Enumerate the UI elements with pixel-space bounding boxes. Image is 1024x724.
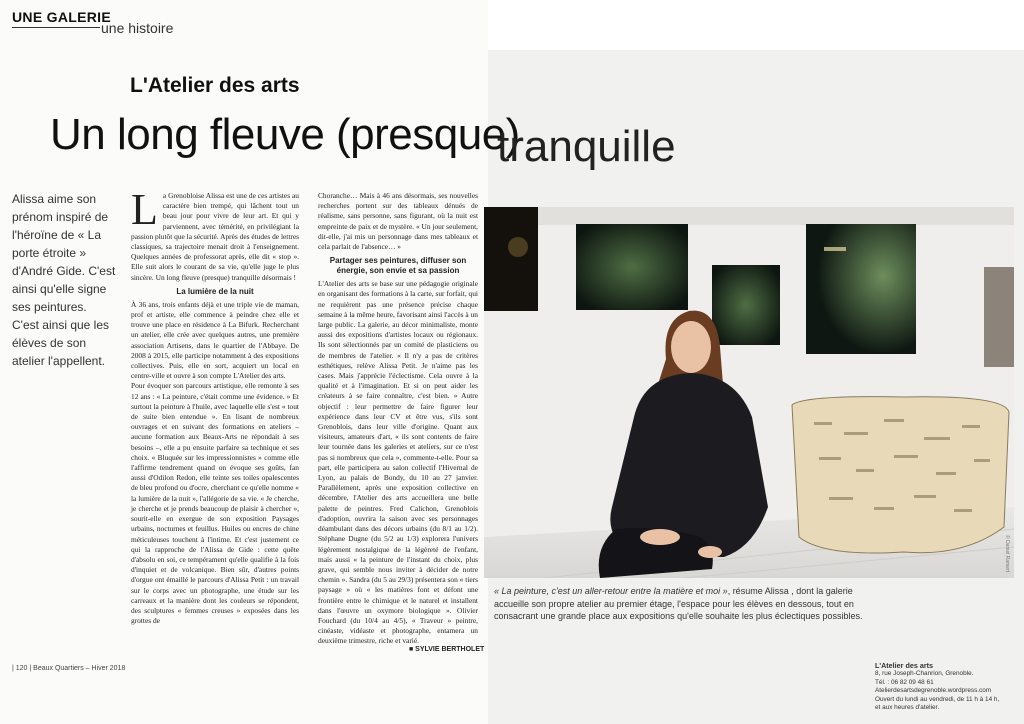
address-phone: Tél. : 06 82 09 48 61	[875, 678, 934, 686]
subhead-sharing: Partager ses peintures, diffuser son énergie, son envie et sa passion	[329, 256, 467, 276]
article-column-2	[318, 191, 478, 647]
person-face	[671, 321, 711, 373]
page-footer: | 120 | Beaux Quartiers – Hiver 2018	[12, 665, 126, 672]
address-street: 8, rue Joseph-Chanrion, Grenoble.	[875, 670, 974, 678]
intro-text: Alissa aime son prénom inspiré de l'héroïne de « La porte étroite » d'André Gide. C'est ainsi qu'elle signe ses peintures. C'est ainsi que les élèves de son atelier l'appellent.	[12, 192, 116, 368]
gallery-photo	[484, 207, 1014, 578]
headline-continued: tranquille	[497, 122, 676, 171]
paragraph-5: L'Atelier des arts se base sur une pédagogie originale en organisant des formations à la carte, sur forfait, qui ne requièrent pas une présence précise chaque semaine à la même heure, favorisant ainsi l'accès à un large public. La galerie, au décor minimaliste, monte aussi des expositions d'artistes locaux ou régionaux. Ils sont sélectionnés par un comité de plasticiens ou de membres de l'atelier. « Il n'y a pas de critères esthétiques, relève Alissa Petit. Je n'aime pas les cases. Mais j'apprécie l'éclectisme. Cela ouvre à la qualité et à l'imagination. Et si on peut aider les créateurs à se faire connaître, c'est bien. » Autre objectif : leur permettre de faire figurer leur expérience dans leur CV et être vus, s'ils sont Grenoblois, dans leur ville d'origine. Quant aux visiteurs, amateurs d'art, « ils sont contents de faire leur tournée dans les galeries et ateliers, sur ce n'est pas si nombreux que cela », commente-t-elle. Pour sa part, elle participera au salon collectif l'Hivernal de Lyon, au palais de Bondy, du 10 au 27 janvier. Parallèlement, après une exposition collective en décembre, l'Atelier des arts accueillera une belle palette de peintres. Fred Calichon, Grenoblois d'adoption, ouvrira la saison avec ses personnages déambulant dans des décors urbains (du 8/1 au 1/2). Stéphane Dugne (du 5/2 au 1/3) explorera l'univers légèrement nostalgique de la légèreté de l'enfant, mais aussi « la peinture de l'instant du choix, plus grave, qui semble nous inviter à décider de notre chemin ». Sandra (du 5 au 29/3) présentera son « tiers paysage » où « les matières font et défont une frontière entre le chimique et le naturel et installent dans l'œuvre un oxymore biologique ». Olivier Fouchard (du 10/4 au 4/5), « Traveur » peintre, cinéaste, vidéaste et photographe, entamera un deuxième trimestre, riche et varié.	[318, 279, 478, 646]
paragraph-1-text: a Grenobloise Alissa est une de ces artistes au caractère bien trempé, qui lâchent tout un beau jour pour vivre de leur art. Et qui y parviennent, avec témérité, en privilégiant la passion plutôt que la sécurité. Après des études de lettres classiques, sa trajectoire menait droit à l'enseignement. Quelques années de professorat après, elle dit « stop ». Elle suit alors le courant de sa vie, qu'elle juge le plus sincère. Un long fleuve (presque) tranquille désormais !	[131, 191, 299, 282]
painting-1	[484, 207, 538, 311]
photo-credit: © Daniel Ramert	[1004, 535, 1010, 573]
painting-4	[806, 224, 916, 354]
painting-3	[712, 265, 780, 345]
painting-2	[576, 224, 688, 310]
paragraph-1	[131, 185, 299, 283]
address-box	[875, 662, 1020, 712]
caption-text: , résume Alissa , dont la galerie accueille son propre atelier au premier étage, l'espace pour les élèves en dessous, tout en consacrant une grande place aux expositions qu'elle souhaite les plus éclectiques possibles.	[494, 586, 863, 621]
article-column-1	[131, 185, 299, 626]
paragraph-4: Choranche… Mais à 46 ans désormais, ses nouvelles recherches portent sur des tableaux dénués de réalisme, sans personne, sans figurant, où la nuit est empreinte de paix et de mystère. « Un jour seulement, dit-elle, j'ai mis un personnage dans mes tableaux et cela parlait de l'absence… »	[318, 191, 478, 252]
subhead-night-light: La lumière de la nuit	[176, 286, 254, 296]
byline: ■ SYLVIE BERTHOLET	[409, 646, 485, 653]
paragraph-2: À 36 ans, trois enfants déjà et une triple vie de maman, prof et artiste, elle commence à peindre chez elle et trouve une place en résidence à La Bifurk. Recherchant un atelier, elle crée avec quelques autres, une première association Artisens, dans le quartier de l'Abbaye. De 2008 à 2015, elle participe notamment à des expositions collectives. Puis, elle en sort, acquiert un local en centre-ville et ouvre à son compte L'Atelier des arts.	[131, 299, 299, 381]
photo-caption	[494, 585, 884, 623]
paragraph-3: Pour évoquer son parcours artistique, elle remonte à ses 12 ans : « La peinture, c'était comme une évidence. » Et surtout la peinture à l'huile, avec laquelle elle s'est « tout de suite bien entendue ». En lisant de nombreux ouvrages et en suivant des formations en ateliers – aucune formation aux Beaux-Arts ne répondait à ses besoins –, elle a pu ensuite parfaire sa technique et ses choix. « Bluquée sur les impressionnistes » comme elle l'affirme tendrement quand on évoque ses goûts, fan aussi d'Odilon Redon, elle teinte ses toiles opalescentes de bleu profond ou d'ocre, cherchant ce qu'elle nomme « la lumière de la nuit », l'allégorie de sa vie. « Je cherche, je cherche et je prends beaucoup de plaisir à chercher », sourit-elle en exergue de son exposition Paysages urbains, nocturnes et feuillus. Huiles ou encres de chine méticuleuses touchent à l'intime. Et c'est justement ce qui la rapproche de l'Alissa de Gide : cette quête d'absolu en soi, ce tempérament qu'elle qualifie à la fois d'inquiet et de volcanique. Bien sûr, d'autres points d'orgue ont émaillé le parcours d'Alissa Petit : un travail sur le corps avec un photographe, une étude sur les carreaux et la manière dont les couleurs se répondent, des sculptures « femmes creuses » exposées dans les grottes de	[131, 381, 299, 626]
gallery-photo-image	[484, 207, 1014, 578]
address-website: Atelierdesartsdegrenoble.wordpress.com	[875, 687, 992, 695]
section-name: UNE GALERIE	[12, 9, 111, 25]
caption-quote: « La peinture, c'est un aller-retour entre la matière et moi »	[494, 586, 728, 596]
headline: Un long fleuve (presque)	[50, 110, 520, 159]
drop-cap: L	[131, 185, 158, 234]
section-subtitle: une histoire	[101, 20, 174, 36]
address-name: L'Atelier des arts	[875, 661, 934, 670]
section-rule	[12, 27, 100, 28]
article-kicker: L'Atelier des arts	[130, 74, 300, 97]
address-hours-2: et aux heures d'atelier.	[875, 704, 940, 712]
address-hours-1: Ouvert du lundi au vendredi, de 11 h à 14 h,	[875, 695, 1000, 703]
